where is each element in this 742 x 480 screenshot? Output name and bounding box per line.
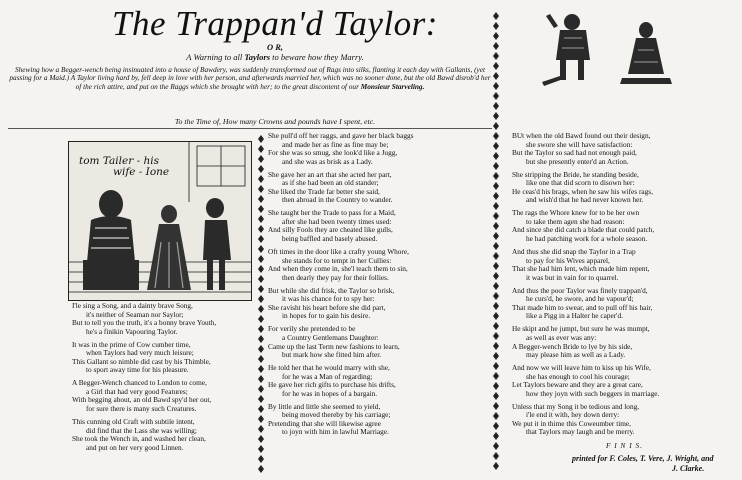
- top-right-woodcut: [542, 8, 682, 86]
- verse-line: to take them agen she had reason:: [526, 216, 625, 226]
- printer-imprint: [512, 454, 737, 473]
- verse-line: when Taylors had very much leisure;: [86, 348, 194, 358]
- verse-line: and wish'd that he had never known her.: [526, 195, 644, 205]
- verse-line: And since she did catch a blade that could patch,: [512, 225, 655, 235]
- verse-line: being baffled and basely abused.: [282, 234, 378, 244]
- verse-line: but she presently enter'd an Action.: [526, 156, 629, 166]
- verse-line: and put on her very good Linnen.: [86, 442, 184, 452]
- verse-line: that Taylors may laugh and be merry.: [526, 427, 635, 437]
- verse-line: BUt when the old Bawd found out their design,: [512, 131, 651, 140]
- verse-line: Let Taylors beware and they are a great care,: [512, 380, 643, 390]
- stanza: [72, 418, 252, 452]
- woodcut-illustration: [68, 141, 252, 301]
- verse-line: after she had been twenty times used:: [282, 216, 392, 226]
- verse-line: She took the Wench in, and washed her clean,: [72, 434, 206, 444]
- verse-line: This cunning old Craft with subtile intent,: [72, 417, 195, 427]
- subtitle: [60, 42, 490, 62]
- verse-line: With begging about, an old Bawd spy'd her out,: [72, 395, 212, 405]
- woodcut-caption-line-1: tom Tailer - his: [79, 155, 159, 167]
- verse-column-1: [72, 302, 252, 457]
- verse-line: as well as ever was any:: [526, 332, 597, 342]
- verse-line: He told her that he would marry with she,: [268, 363, 390, 373]
- stanza: [512, 209, 737, 243]
- stanza: [512, 325, 737, 359]
- verse-line: to joyn with him in lawful Marriage.: [282, 427, 389, 437]
- ballad-description: [6, 66, 494, 91]
- verse-line: as if she had been an old stander;: [282, 178, 379, 188]
- stanza: [512, 132, 737, 166]
- verse-line: it's neither of Seaman nor Saylor;: [86, 309, 184, 319]
- verse-line: For she was so smug, she look'd like a Jugg,: [268, 148, 398, 158]
- verse-line: she has enough to cool his courage;: [526, 371, 630, 381]
- verse-line: he's a finikin Vapouring Taylor.: [86, 326, 178, 336]
- verse-line: Oft times in the door like a crafty young Whore,: [268, 247, 409, 257]
- verse-line: how they joyn with such beggers in marriage.: [526, 388, 660, 398]
- verse-line: she swore she will have satisfaction:: [526, 139, 633, 149]
- verse-line: She gave her an art that she acted her part,: [268, 169, 392, 179]
- verse-line: She taught her the Trade to pass for a Maid,: [268, 208, 396, 218]
- subtitle-taylors: Taylors: [244, 52, 271, 62]
- stanza: [268, 248, 448, 282]
- verse-line: for he was in hopes of a bargain.: [282, 388, 378, 398]
- verse-line: For verily she pretended to be: [268, 324, 356, 334]
- verse-line: I'le sing a Song, and a dainty brave Song,: [72, 301, 193, 310]
- verse-line: she stands for to tempt in her Cullies:: [282, 255, 392, 265]
- stanza: [72, 379, 252, 413]
- finis: F I N I S.: [606, 440, 643, 450]
- verse-line: Unless that my Song it be tedious and long,: [512, 401, 640, 411]
- verse-line: And thus she did snap the Taylor in a Trap: [512, 247, 636, 257]
- verse-line: a Country Gentlemans Daughter:: [282, 332, 379, 342]
- divider-rule: [8, 128, 492, 129]
- stanza: [268, 325, 448, 359]
- verse-line: And thus the poor Taylor was finely trappan'd,: [512, 285, 648, 295]
- verse-line: He ceas'd his brags, when he saw his wifes rags,: [512, 186, 653, 196]
- stanza: [512, 171, 737, 205]
- verse-line: and made her as fine as fine may be;: [282, 139, 389, 149]
- verse-line: She ravisht his heart before she did part,: [268, 302, 386, 312]
- verse-line: And now we will leave him to kiss up his Wife,: [512, 363, 651, 373]
- verse-line: then dearly they pay for their follies.: [282, 272, 389, 282]
- verse-line: And when they come in, she'l teach them to sin,: [268, 264, 408, 274]
- description-name: Monsieur Starveling.: [360, 81, 425, 91]
- verse-line: The rags the Whore knew for to be her own: [512, 208, 640, 218]
- verse-line: A Begger-wench Bride to lye by his side,: [512, 341, 633, 351]
- subtitle-pre: A Warning to all: [186, 52, 243, 62]
- verse-line: like one that did scorn to disown her:: [526, 178, 635, 188]
- imprint-line-1: printed for F. Coles, T. Vere, J. Wright, and: [572, 454, 714, 464]
- imprint-line-2: J. Clarke.: [672, 463, 705, 473]
- verse-line: to pay for his Wives apparel,: [526, 255, 610, 265]
- verse-line: And silly Fools they are cheated like gulls,: [268, 225, 393, 235]
- verse-line: to sport away time for his pleasure.: [86, 365, 189, 375]
- verse-line: We put it in thime this Coweumber time,: [512, 418, 631, 428]
- woodcut-caption-line-2: wife - Ione: [113, 166, 170, 178]
- column-divider-ornament-2: [492, 8, 500, 476]
- verse-line: She stripping the Bride, he standing beside,: [512, 169, 639, 179]
- verse-line: But to tell you the truth, it's a bonny brave Youth,: [72, 318, 217, 328]
- ballad-title: The Trappan'd Taylor:: [112, 4, 438, 43]
- verse-line: it was his chance for to spy her:: [282, 294, 375, 304]
- verse-line: He gave her rich gifts to purchase his drifts,: [268, 380, 396, 390]
- verse-line: But the Taylor so sad had not enough paid,: [512, 148, 637, 158]
- verse-line: That she had him lent, which made him repent,: [512, 264, 650, 274]
- verse-line: But while she did frisk, the Taylor so brisk,: [268, 285, 395, 295]
- tune-line: To the Time of, How many Crowns and pounds have I spent, etc.: [174, 117, 376, 126]
- stanza: [268, 132, 448, 166]
- woodcut-caption: [79, 156, 169, 178]
- verse-column-3: [512, 132, 737, 473]
- verse-line: It was in the prime of Cow cumber time,: [72, 339, 191, 349]
- stanza: [268, 171, 448, 205]
- description-text: Shewing how a Begger-wench being insinuated into a house of Bawdery, was suddenly transformed out of Rags into silks, flanting it each day with Gallants, (yet passing for a Maid.) A Taylor living hard by, fell deep in love with her person, and afterwards married her, which was no sooner done, but the old Bawd disrob'd her of the rich attire, and put on the Raggs which she brought with her; to the great discontent of our: [9, 65, 491, 91]
- verse-line: and she was as brisk as a Lady.: [282, 156, 373, 166]
- verse-line: but mark how she fitted him after.: [282, 350, 382, 360]
- verse-line: may please him as well as a Lady.: [526, 350, 626, 360]
- verse-line: like a Pigg in a Halter he caper'd.: [526, 311, 623, 321]
- verse-line: he curs'd, he swore, and he vapour'd;: [526, 294, 634, 304]
- verse-line: a Girl that had very good Features;: [86, 386, 188, 396]
- verse-line: i'le end it with, hey down derry:: [526, 410, 620, 420]
- stanza: [512, 248, 737, 282]
- verse-line: did find that the Lass she was willing;: [86, 425, 197, 435]
- subtitle-post: to beware how they Marry.: [272, 52, 364, 62]
- stanza: [268, 287, 448, 321]
- stanza: [72, 341, 252, 375]
- verse-line: This Gallant so nimble did cast by his Thimble,: [72, 356, 211, 366]
- verse-line: That made him to swear, and to pull off his hair,: [512, 302, 653, 312]
- stanza: [268, 403, 448, 437]
- verse-line: By little and little she seemed to yield,: [268, 401, 381, 411]
- column-divider-ornament: [257, 131, 265, 476]
- verse-line: He skipt and he jumpt, but sure he was mumpt,: [512, 324, 650, 334]
- verse-line: Pretending that she will likewise agree: [268, 418, 381, 428]
- stanza: [512, 287, 737, 321]
- verse-line: for he was a Man of regarding;: [282, 371, 373, 381]
- verse-line: Came up the last Term new fashions to learn,: [268, 341, 400, 351]
- verse-line: She pull'd off her raggs, and gave her black baggs: [268, 131, 414, 140]
- verse-line: he had patching work for a whole season.: [526, 234, 648, 244]
- verse-column-2: [268, 132, 448, 442]
- verse-line: being moved thereby by his carriage;: [282, 410, 391, 420]
- verse-line: in hopes for to gain his desire.: [282, 311, 371, 321]
- stanza: [268, 209, 448, 243]
- stanza: [512, 364, 737, 398]
- verse-line: She liked the Trade far better she said,: [268, 186, 380, 196]
- subtitle-or: O R,: [266, 42, 284, 52]
- stanza: [512, 403, 737, 437]
- verse-line: A Begger-Wench chanced to London to come,: [72, 378, 207, 388]
- verse-line: then abroad in the Country to wander.: [282, 195, 393, 205]
- stanza: [268, 364, 448, 398]
- stanza: [72, 302, 252, 336]
- verse-line: for sure there is many such Creatures.: [86, 404, 197, 414]
- verse-line: it was but in vain for to quarrel.: [526, 272, 619, 282]
